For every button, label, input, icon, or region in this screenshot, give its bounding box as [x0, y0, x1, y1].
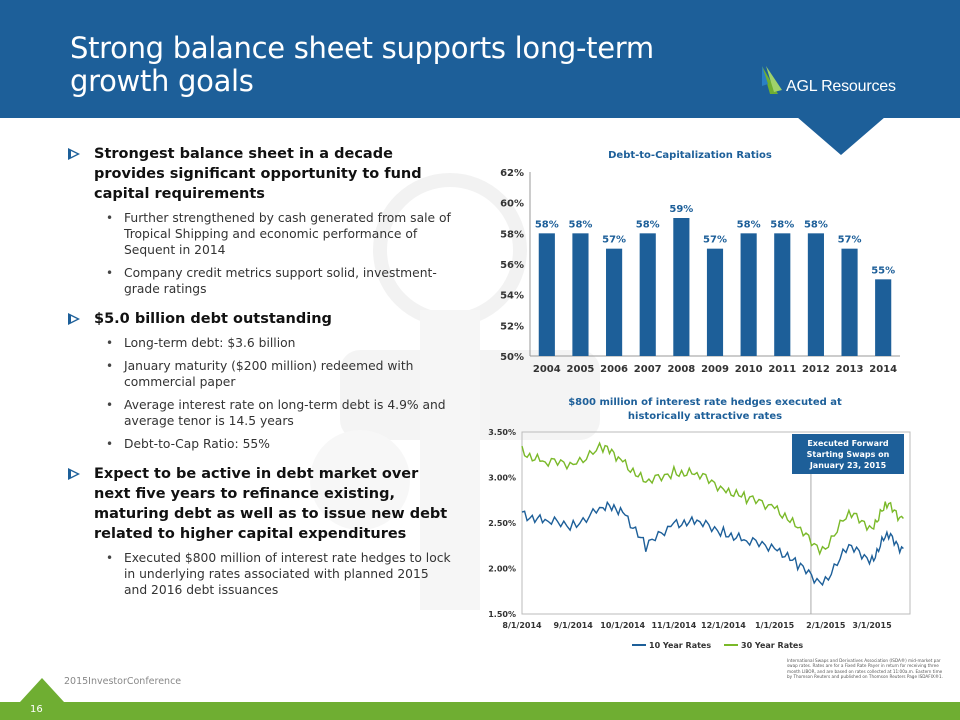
bullet-dot-icon: •: [106, 359, 114, 373]
x-tick-label: 1/1/2015: [754, 621, 795, 630]
bar: [640, 233, 656, 356]
bar: [539, 233, 555, 356]
y-tick-label: 2.50%: [488, 519, 516, 528]
conference-label: 2015InvestorConference: [64, 676, 182, 687]
series-line: [522, 502, 903, 585]
annotation-text: January 23, 2015: [809, 461, 887, 470]
bar-value-label: 55%: [871, 265, 896, 277]
x-tick-label: 2010: [734, 364, 763, 375]
y-tick-label: 50%: [500, 352, 524, 363]
sub-bullet-text: Average interest rate on long-term debt is 4.9% and average tenor is 14.5 years: [124, 398, 446, 428]
bar-value-label: 58%: [803, 219, 828, 231]
sub-bullet: [66, 265, 451, 297]
y-tick-label: 2.00%: [488, 564, 516, 574]
bar-value-label: 58%: [568, 219, 593, 231]
bar-value-label: 58%: [635, 219, 660, 231]
y-tick-label: 3.00%: [488, 473, 516, 483]
y-tick-label: 58%: [500, 229, 524, 241]
bar-chart-title: Debt-to-Capitalization Ratios: [608, 150, 772, 161]
bar: [774, 233, 790, 356]
bar: [707, 249, 723, 356]
bullet-dot-icon: •: [106, 437, 114, 451]
x-tick-label: 2004: [532, 364, 561, 375]
sub-bullet-list: [66, 210, 451, 297]
bar-value-label: 57%: [602, 234, 627, 246]
x-tick-label: 2012: [801, 364, 830, 375]
x-tick-label: 8/1/2014: [502, 621, 542, 630]
bar-value-label: 58%: [736, 219, 761, 231]
sub-bullet-text: Long-term debt: $3.6 billion: [124, 336, 296, 350]
logo-text: AGL Resources: [786, 78, 896, 95]
sub-bullet-text: Further strengthened by cash generated from sale of Tropical Shipping and economic performance of Sequent in 2014: [124, 211, 451, 257]
bar-value-label: 57%: [703, 234, 727, 246]
bar-value-label: 59%: [669, 204, 694, 215]
bullet-dot-icon: •: [106, 211, 114, 225]
sub-bullet: [66, 335, 451, 351]
line-chart-title: $800 million of interest rate hedges executed at historically attractive rates: [568, 397, 842, 422]
bar: [572, 233, 588, 356]
bar: [875, 279, 891, 356]
y-tick-label: 62%: [500, 168, 524, 179]
page-number: 16: [30, 704, 43, 715]
x-tick-label: 2008: [667, 364, 696, 375]
y-tick-label: 1.50%: [488, 610, 516, 619]
x-tick-label: 2006: [600, 364, 629, 375]
sub-bullet-text: January maturity ($200 million) redeemed with commercial paper: [124, 359, 414, 389]
debt-to-cap-bar-chart: [490, 164, 910, 390]
main-bullet: [66, 309, 451, 329]
x-tick-label: 2011: [768, 364, 797, 375]
x-tick-label: 3/1/2015: [852, 621, 892, 630]
x-tick-label: 9/1/2014: [553, 621, 593, 630]
x-tick-label: 2013: [835, 364, 864, 375]
x-tick-label: 12/1/2014: [701, 621, 746, 630]
bar: [606, 249, 622, 356]
sub-bullet: [66, 550, 451, 598]
y-tick-label: 54%: [500, 290, 524, 302]
bullet-dot-icon: •: [106, 398, 114, 412]
x-tick-label: 2007: [633, 364, 662, 375]
legend-label: 10 Year Rates: [649, 641, 712, 650]
logo-leaf-icon: [760, 64, 788, 98]
y-tick-label: 3.50%: [488, 428, 516, 437]
bullet-list: [66, 144, 451, 610]
footer-bar: [0, 702, 960, 720]
bar-value-label: 58%: [534, 219, 559, 231]
x-tick-label: 2014: [869, 364, 898, 375]
main-bullet-text: $5.0 billion debt outstanding: [94, 311, 332, 327]
sub-bullet-text: Executed $800 million of interest rate hedges to lock in underlying rates associated with planned 2015 and 2016 debt issuances: [124, 551, 451, 597]
main-bullet: [66, 464, 451, 544]
legend-label: 30 Year Rates: [741, 641, 804, 650]
arrow-bullet-icon: [68, 313, 80, 325]
sub-bullet: [66, 436, 451, 452]
bar: [808, 233, 824, 356]
annotation-text: Executed Forward: [807, 439, 889, 448]
y-tick-label: 56%: [500, 260, 524, 271]
bar-value-label: 57%: [837, 234, 862, 246]
y-tick-label: 60%: [500, 198, 524, 210]
x-tick-label: 10/1/2014: [600, 621, 646, 630]
annotation-text: Starting Swaps on: [806, 450, 890, 459]
sub-bullet-text: Debt-to-Cap Ratio: 55%: [124, 437, 270, 451]
bar: [741, 233, 757, 356]
main-bullet-text: Strongest balance sheet in a decade provides significant opportunity to fund capital requirements: [94, 146, 422, 202]
bar: [841, 249, 857, 356]
sub-bullet: [66, 358, 451, 390]
x-tick-label: 2009: [701, 364, 729, 375]
arrow-bullet-icon: [68, 148, 80, 160]
slide-title: Strong balance sheet supports long-term growth goals: [70, 31, 654, 98]
company-logo: [760, 64, 930, 104]
x-tick-label: 2/1/2015: [806, 621, 846, 630]
bullet-dot-icon: •: [106, 266, 114, 280]
sub-bullet-text: Company credit metrics support solid, investment-grade ratings: [124, 266, 437, 296]
bar-value-label: 58%: [770, 219, 795, 231]
bullet-dot-icon: •: [106, 336, 114, 350]
sub-bullet-list: [66, 550, 451, 598]
interest-rate-line-chart: [470, 424, 920, 660]
x-tick-label: 2005: [566, 364, 595, 375]
x-tick-label: 11/1/2014: [651, 621, 697, 630]
main-bullet-text: Expect to be active in debt market over next five years to refinance existing, maturing debt as well as to issue new debt related to higher capital expenditures: [94, 466, 448, 542]
bullet-dot-icon: •: [106, 551, 114, 565]
y-tick-label: 52%: [500, 321, 524, 333]
main-bullet: [66, 144, 451, 204]
footer-tab: [20, 678, 64, 702]
sub-bullet-list: [66, 335, 451, 452]
sub-bullet: [66, 210, 451, 258]
isda-footnote: International Swaps and Derivatives Association (ISDA®) mid-market par swap rates. Rates are for a Fixed Rate Payer in return for receiving three month LIBOR, and are based on rates collected at 11:00a.m. Eastern time by Thomson Reuters and published on Thomson Reuters Page ISDAFIX®1.: [787, 658, 943, 680]
bar: [673, 218, 689, 356]
sub-bullet: [66, 397, 451, 429]
arrow-bullet-icon: [68, 468, 80, 480]
